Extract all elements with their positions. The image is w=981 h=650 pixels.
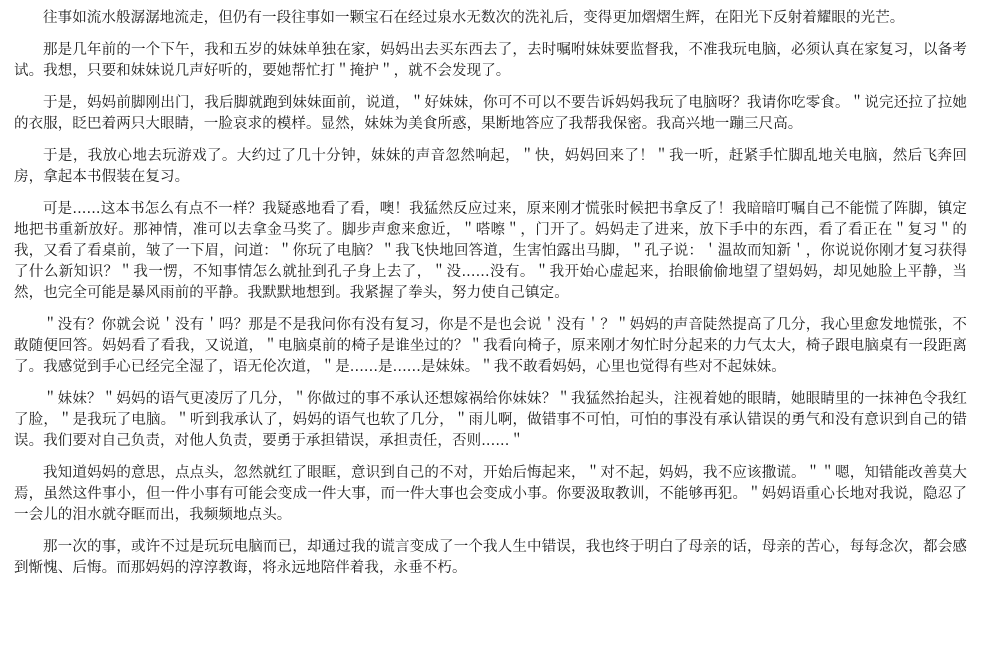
paragraph: 可是......这本书怎么有点不一样？我疑惑地看了看，噢！我猛然反应过来，原来刚才慌张时候把书拿反了！我暗暗叮嘱自己不能慌了阵脚，镇定地把书重新放好。那神情，准可以去拿金马奖了。脚步声愈来愈近，＂嗒嚓＂，门开了。妈妈走了进来，放下手中的东西，看了看正在＂复习＂的我，又看了看桌前，皱了一下眉，问道：＂你玩了电脑？＂我飞快地回答道，生害怕露出马脚，＂孔子说：＇温故而知新＇，你说说你刚才复习获得了什么新知识？＂我一愣，不知事情怎么就扯到孔子身上去了，＂没......没有。＂我开始心虚起来，抬眼偷偷地望了望妈妈，却见她脸上平静，当然，也完全可能是暴风雨前的平静。我默默地想到。我紧握了拳头，努力使自己镇定。 — [14, 201, 967, 301]
paragraph: ＂没有？你就会说＇没有＇吗？那是不是我问你有没有复习，你是不是也会说＇没有＇？＂妈妈的声音陡然提高了几分，我心里愈发地慌张，不敢随便回答。妈妈看了看我，又说道，＂电脑桌前的椅子是谁坐过的？＂我看向椅子，原来刚才匆忙时分起来的力气太大，椅子跟电脑桌有一段距离了。我感觉到手心已经完全湿了，语无伦次道，＂是......是......是妹妹。＂我不敢看妈妈，心里也觉得有些对不起妹妹。 — [14, 317, 967, 375]
paragraph: ＂妹妹？＂妈妈的语气更凌厉了几分，＂你做过的事不承认还想嫁祸给你妹妹？＂我猛然抬起头，注视着她的眼睛，她眼睛里的一抹神色令我红了脸，＂是我玩了电脑。＂听到我承认了，妈妈的语气也软了几分，＂雨儿啊，做错事不可怕，可怕的事没有承认错误的勇气和没有意识到自己的错误。我们要对自己负责，对他人负责，要勇于承担错误，承担责任，否则......＂ — [14, 391, 967, 449]
paragraph: 我知道妈妈的意思，点点头，忽然就红了眼眶，意识到自己的不对，开始后悔起来，＂对不起，妈妈，我不应该撒谎。＂＂嗯，知错能改善莫大焉，虽然这件事小，但一件小事有可能会变成一件大事，而一件大事也会变成小事。你要汲取教训，不能够再犯。＂妈妈语重心长地对我说，隐忍了一会儿的泪水就夺眶而出，我频频地点头。 — [14, 465, 967, 523]
paragraph: 往事如流水般潺潺地流走，但仍有一段往事如一颗宝石在经过泉水无数次的洗礼后，变得更加熠熠生辉，在阳光下反射着耀眼的光芒。 — [43, 10, 905, 26]
paragraph: 于是，我放心地去玩游戏了。大约过了几十分钟，妹妹的声音忽然响起，＂快，妈妈回来了！＂我一听，赶紧手忙脚乱地关电脑，然后飞奔回房，拿起本书假装在复习。 — [14, 148, 967, 185]
paragraph: 于是，妈妈前脚刚出门，我后脚就跑到妹妹面前，说道，＂好妹妹，你可不可以不要告诉妈妈我玩了电脑呀？我请你吃零食。＂说完还拉了拉她的衣服，眨巴着两只大眼睛，一脸哀求的模样。显然，妹妹为美食所惑，果断地答应了我帮我保密。我高兴地一蹦三尺高。 — [14, 95, 967, 132]
paragraph: 那一次的事，或许不过是玩玩电脑而已，却通过我的谎言变成了一个我人生中错误，我也终于明白了母亲的话，母亲的苦心，每每念次，都会感到惭愧、后悔。而那妈妈的淳淳教诲，将永远地陪伴着我，永垂不朽。 — [14, 539, 967, 576]
paragraph: 那是几年前的一个下午，我和五岁的妹妹单独在家，妈妈出去买东西去了，去时嘱咐妹妹要监督我，不准我玩电脑，必须认真在家复习，以备考试。我想，只要和妹妹说几声好听的，要她帮忙打＂掩护＂，就不会发现了。 — [14, 42, 967, 79]
